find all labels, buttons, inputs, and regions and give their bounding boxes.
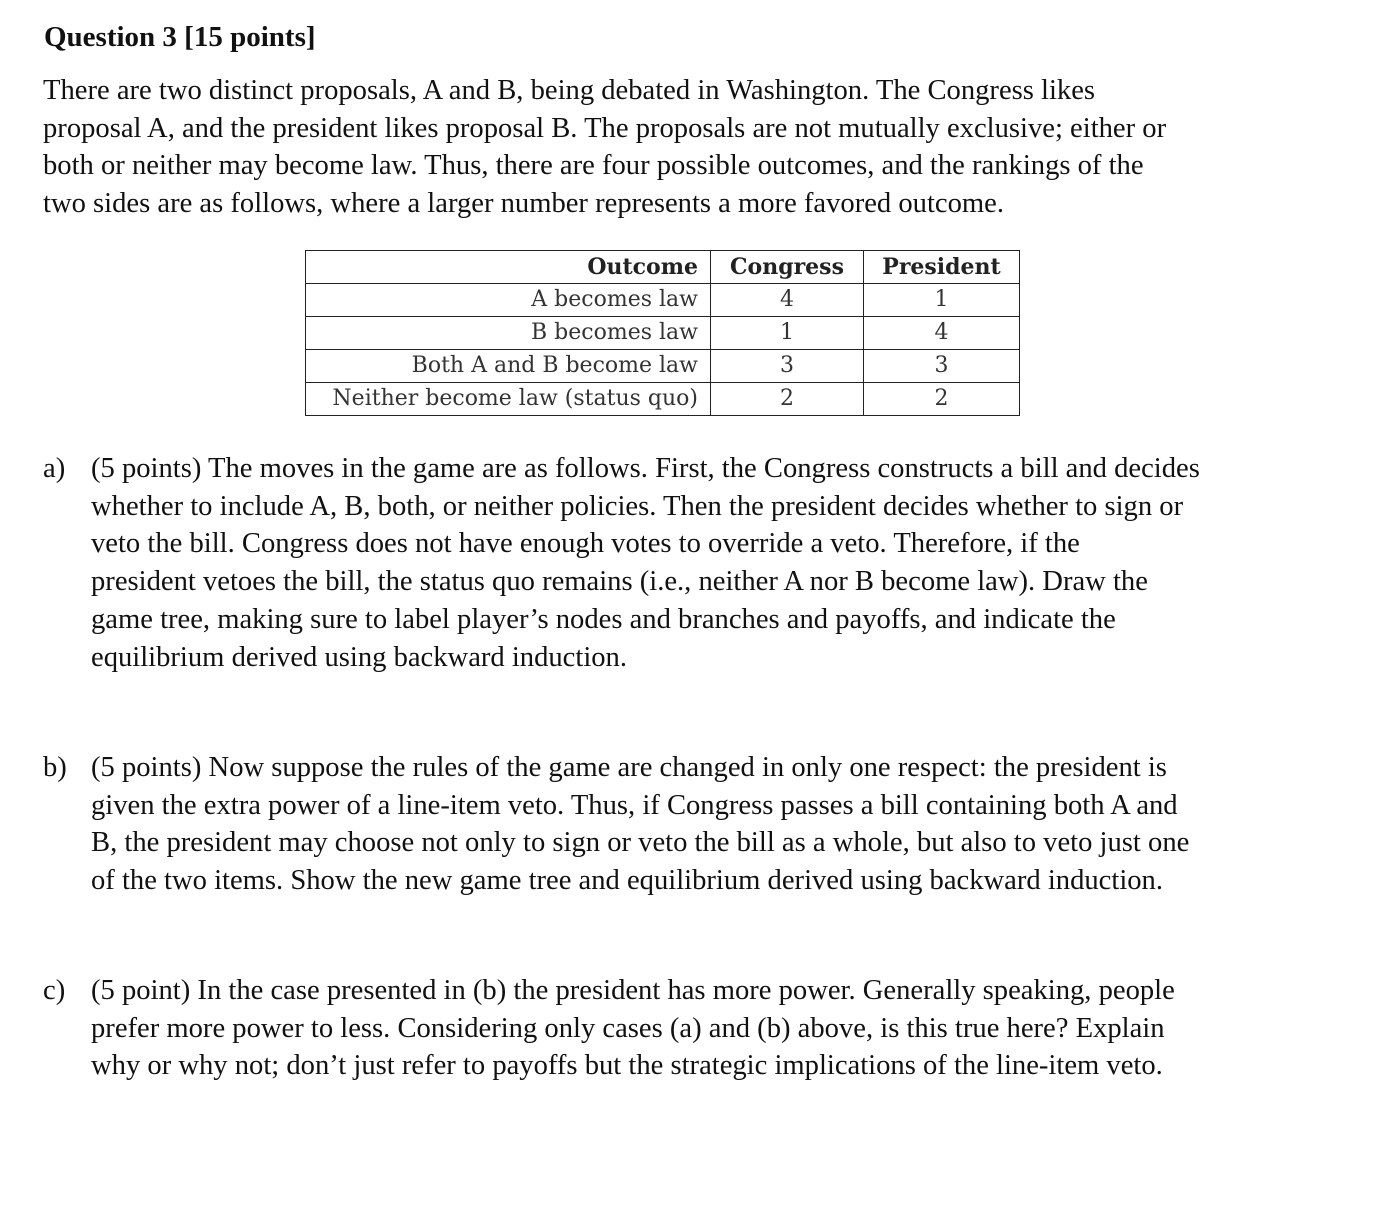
question-line: B, the president may choose not only to sign or veto the bill as a whole, but also to veto just one — [91, 827, 1190, 859]
president-cell: 4 — [864, 317, 1020, 350]
table-row — [306, 284, 1020, 317]
intro-paragraph — [43, 72, 1343, 223]
question-line: (5 point) In the case presented in (b) the president has more power. Generally speaking, people — [91, 975, 1175, 1006]
question-line: game tree, making sure to label player’s nodes and branches and payoffs, and indicate the — [91, 603, 1116, 635]
question-body — [91, 749, 1343, 900]
intro-line: proposal A, and the president likes proposal B. The proposals are not mutually exclusive; either or — [43, 112, 1167, 144]
intro-line: two sides are as follows, where a larger number represents a more favored outcome. — [43, 188, 1004, 220]
question-line: given the extra power of a line-item veto. Thus, if Congress passes a bill containing both A and — [91, 789, 1178, 821]
outcome-cell: A becomes law — [306, 284, 711, 317]
question-line: equilibrium derived using backward induction. — [91, 641, 628, 673]
question-body — [91, 450, 1343, 676]
table-row — [306, 383, 1020, 416]
outcome-cell: Neither become law (status quo) — [306, 383, 711, 416]
question-line: of the two items. Show the new game tree and equilibrium derived using backward induction. — [91, 865, 1164, 897]
question-a — [43, 450, 1343, 676]
intro-line: both or neither may become law. Thus, there are four possible outcomes, and the rankings of the — [43, 150, 1144, 182]
president-cell: 3 — [864, 350, 1020, 383]
table-row — [306, 350, 1020, 383]
question-label: a) — [43, 453, 66, 484]
intro-line: There are two distinct proposals, A and B, being debated in Washington. The Congress likes — [43, 75, 1096, 106]
outcome-cell: Both A and B become law — [306, 350, 711, 383]
question-line: why or why not; don’t just refer to payoffs but the strategic implications of the line-item veto. — [91, 1050, 1163, 1082]
president-cell: 2 — [864, 383, 1020, 416]
congress-cell: 3 — [711, 350, 864, 383]
president-cell: 1 — [864, 284, 1020, 317]
rankings-table — [305, 250, 1020, 416]
question-label: c) — [43, 975, 66, 1006]
congress-cell: 2 — [711, 383, 864, 416]
congress-cell: 1 — [711, 317, 864, 350]
table-header-row — [306, 251, 1020, 284]
header-president: President — [864, 251, 1020, 284]
question-line: president vetoes the bill, the status quo remains (i.e., neither A nor B become law). Draw the — [91, 566, 1148, 598]
question-b — [43, 749, 1343, 900]
question-line: whether to include A, B, both, or neither policies. Then the president decides whether to sign or — [91, 490, 1184, 522]
question-line: (5 points) Now suppose the rules of the game are changed in only one respect: the president is — [91, 752, 1167, 783]
congress-cell: 4 — [711, 284, 864, 317]
question-line: (5 points) The moves in the game are as follows. First, the Congress constructs a bill and decides — [91, 453, 1200, 484]
question-c — [43, 972, 1343, 1085]
table-row — [306, 317, 1020, 350]
header-congress: Congress — [711, 251, 864, 284]
question-line: veto the bill. Congress does not have enough votes to override a veto. Therefore, if the — [91, 528, 1080, 560]
question-title: Question 3 [15 points] — [44, 21, 316, 53]
question-label: b) — [43, 752, 67, 783]
outcome-cell: B becomes law — [306, 317, 711, 350]
question-line: prefer more power to less. Considering only cases (a) and (b) above, is this true here? Explain — [91, 1012, 1165, 1044]
header-outcome: Outcome — [306, 251, 711, 284]
question-body — [91, 972, 1343, 1085]
